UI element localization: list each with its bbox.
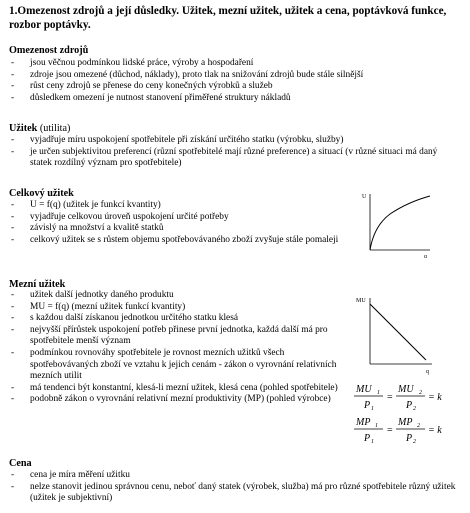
heading-celkovy-text: Celkový užitek — [9, 188, 74, 199]
formula-mu-den1: P — [364, 400, 371, 411]
formula-mp-num1: MP — [356, 417, 371, 428]
list-item: - vyjadřuje celkovou úroveň uspokojení určité potřeby — [9, 212, 347, 224]
heading-uzitek-sub: (utilita) — [37, 123, 71, 134]
total-utility-graph — [360, 188, 432, 258]
formula-mu-den2: P — [406, 400, 413, 411]
heading-uzitek — [9, 123, 70, 135]
list-item: - zdroje jsou omezené (důchod, náklady), proto tlak na snižování zdrojů bude stále silnější — [9, 70, 464, 82]
formula-mp-den2-sub: 2 — [413, 439, 416, 445]
list-item: - MU = f(q) (mezní užitek funkcí kvantity) — [9, 302, 347, 314]
list-item: - má tendenci být konstantní, klesá-li mezní užitek, klesá cena (pohled spotřebitele) — [9, 383, 347, 395]
formula-mp-den1: P — [364, 433, 371, 444]
heading-cena-text: Cena — [9, 458, 32, 469]
x-axis-label: q — [424, 254, 427, 258]
list-uzitek — [9, 135, 461, 170]
formula-mp-den1-sub: 1 — [371, 439, 374, 445]
formula-mu-rhs: = k — [428, 392, 442, 403]
formula-mp — [352, 413, 467, 449]
list-item: - nejvyšší přírůstek uspokojení potřeb přinese první jednotka, každá další má pro spotřebitele menší význam — [9, 325, 347, 348]
marginal-utility-graph — [356, 292, 436, 376]
list-item: - je určen subjektivitou preferencí (různí spotřebitelé mají různé preference) a situací (v různé situaci má daný statek rozdílný význam pro spotřebitele) — [9, 147, 461, 170]
list-item: - podmínkou rovnováhy spotřebitele je rovnost mezních užitků všech spotřebovávaných zboží ve vztahu k jejich cenám - zákon o vyrovnání relativních mezních utilit — [9, 348, 347, 383]
list-item: - závislý na množství a kvalitě statků — [9, 223, 347, 235]
formula-mp-num2: MP — [398, 417, 413, 428]
heading-mezni-text: Mezní užitek — [9, 279, 66, 290]
formula-mu-den2-sub: 2 — [413, 406, 416, 412]
formula-mu — [352, 380, 467, 416]
list-item: - cena je míra měření užitku — [9, 470, 461, 482]
list-omezenost — [9, 58, 464, 104]
x-axis-label: q — [426, 369, 429, 375]
y-axis-label: MU — [356, 298, 366, 304]
list-item: - celkový užitek se s růstem objemu spotřebovávaného zboží zvyšuje stále pomaleji — [9, 235, 347, 247]
formula-mp-rhs: = k — [428, 425, 442, 436]
formula-mp-num2-sub: 2 — [417, 423, 420, 429]
formula-mu-den1-sub: 1 — [371, 406, 374, 412]
list-cena — [9, 470, 461, 505]
document-title: 1.Omezenost zdrojů a její důsledky. Užitek, mezní užitek, užitek a cena, poptávková funkce, rozbor poptávky. — [9, 5, 447, 31]
heading-omezenost-text: Omezenost zdrojů — [9, 45, 89, 56]
list-item: - s každou další získanou jednotkou určitého statku klesá — [9, 313, 347, 325]
svg-text:=: = — [387, 425, 393, 436]
heading-cena — [9, 458, 32, 470]
heading-celkovy — [9, 188, 74, 200]
list-mezni — [9, 290, 347, 406]
list-celkovy — [9, 200, 347, 246]
y-axis-label: U — [362, 194, 367, 200]
list-item: - růst ceny zdrojů se přenese do ceny konečných výrobků a služeb — [9, 81, 464, 93]
heading-omezenost — [9, 45, 88, 57]
list-item: - důsledkem omezení je nutnost stanovení přiměřené struktury nákladů — [9, 93, 464, 105]
list-item: - podobně zákon o vyrovnání relativní mezní produktivity (MP) (pohled výrobce) — [9, 394, 347, 406]
list-item: - U = f(q) (užitek je funkcí kvantity) — [9, 200, 347, 212]
formula-mu-num2: MU — [398, 384, 414, 395]
formula-mu-num1-sub: 1 — [377, 390, 380, 396]
marginal-utility-line — [370, 304, 426, 360]
formula-mp-num1-sub: 1 — [375, 423, 378, 429]
svg-text:=: = — [387, 392, 393, 403]
list-item: - nelze stanovit jedinou správnou cenu, neboť daný statek (výrobek, služba) má pro různé spotřebitele různý užitek (užitek je subjektivní) — [9, 482, 461, 505]
list-item: - jsou věčnou podmínkou lidské práce, výroby a hospodaření — [9, 58, 464, 70]
formula-mp-den2: P — [406, 433, 413, 444]
heading-uzitek-text: Užitek — [9, 123, 38, 134]
list-item: - užitek další jednotky daného produktu — [9, 290, 347, 302]
list-item: - vyjadřuje míru uspokojení spotřebitele při získání určitého statku (výrobku, služby) — [9, 135, 461, 147]
total-utility-curve — [370, 196, 430, 250]
formula-mu-num1: MU — [356, 384, 372, 395]
formula-mu-num2-sub: 2 — [419, 390, 422, 396]
